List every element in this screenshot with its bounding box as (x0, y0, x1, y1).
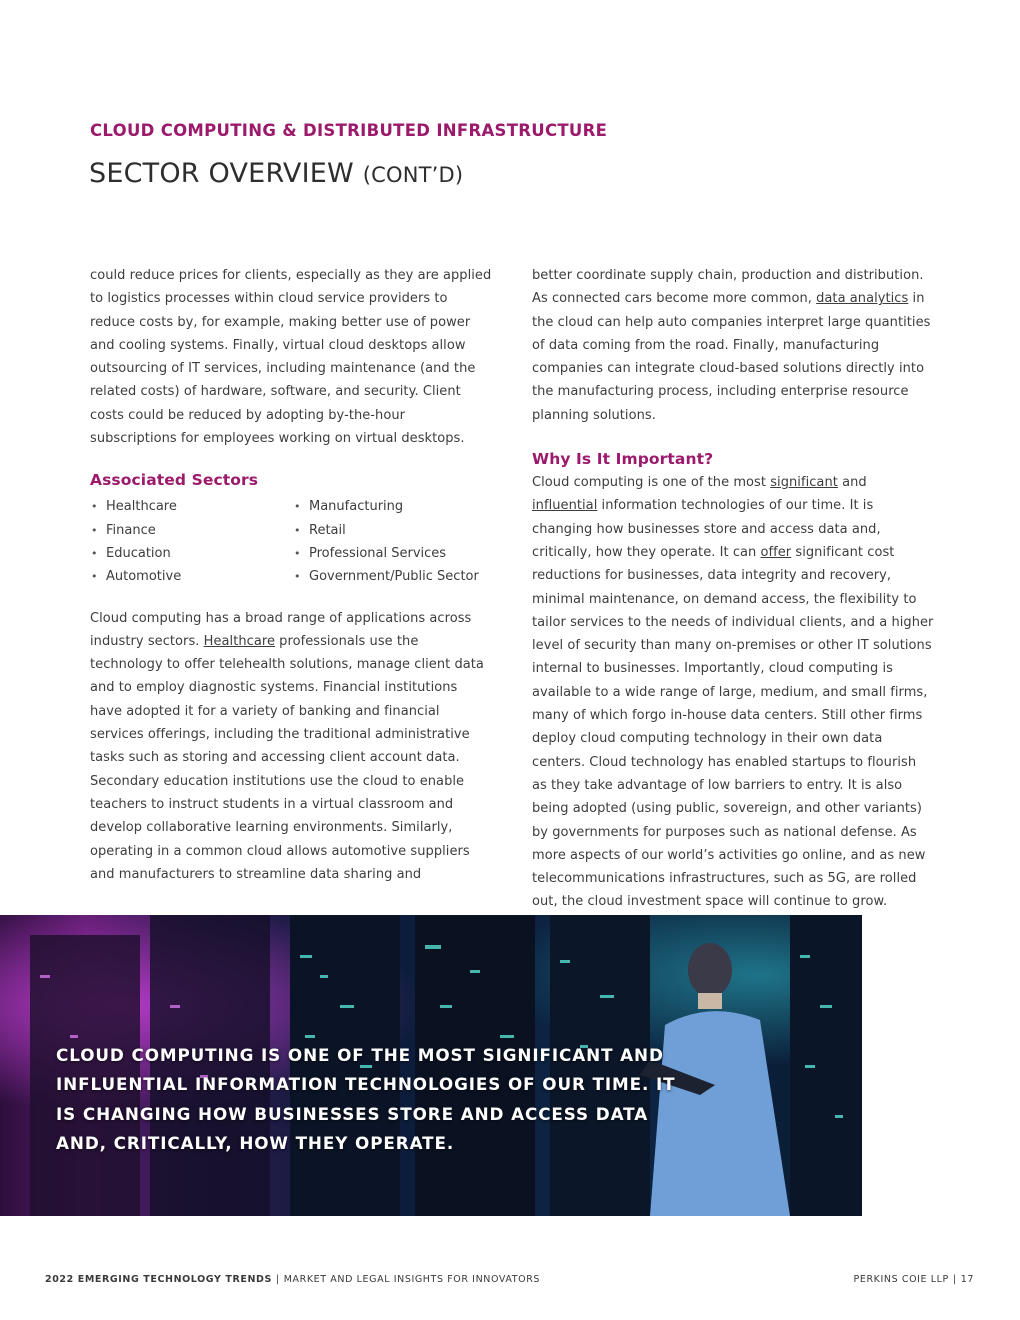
list-item: • Automotive (90, 565, 293, 588)
page-title-main: SECTOR OVERVIEW (89, 158, 354, 189)
footer-firm: PERKINS COIE LLP (853, 1274, 949, 1285)
left-column (90, 264, 492, 886)
continuation-paragraph (532, 264, 934, 427)
why-text-4: significant cost reductions for businesses, data integrity and recovery, minimal maintenance, on demand access, the flexibility to tailor services to the needs of individual clients, and a higher level of security than many on-premises or other IT solutions internal to businesses. Importantly, cloud computing is available to a wide range of large, medium, and small firms, many of which forgo in-house data centers. Still other firms deploy cloud computing technology in their own data centers. Cloud technology has enabled startups to flourish as they take advantage of low barriers to entry. It is also being adopted (using public, sovereign, and other variants) by governments for purposes such as national defense. As more aspects of our world’s activities go online, and as new telecommunications infrastructures, such as 5G, are rolled out, the cloud investment space will continue to grow. (532, 544, 934, 910)
why-text-3: information technologies of our time. It is changing how businesses store and access data and, critically, how they operate. It can (532, 498, 881, 560)
significant-link[interactable]: significant (770, 475, 838, 491)
list-item: • Finance (90, 519, 293, 542)
sectors-list (90, 495, 492, 588)
intro-paragraph: could reduce prices for clients, especially as they are applied to logistics processes within cloud service providers to reduce costs by, for example, making better use of power and cooling systems. Finally, virtual cloud desktops allow outsourcing of IT services, including maintenance (and the related costs) of hardware, software, and security. Client costs could be reduced by adopting by-the-hour subscriptions for employees working on virtual desktops. (90, 268, 492, 447)
applications-text-a: Cloud computing has a broad range of applications across industry sectors. (90, 610, 472, 649)
list-item: • Education (90, 542, 293, 565)
footer-subtitle: MARKET AND LEGAL INSIGHTS FOR INNOVATORS (283, 1274, 541, 1285)
section-kicker: CLOUD COMPUTING & DISTRIBUTED INFRASTRUCTURE (90, 121, 608, 140)
why-important-paragraph (532, 471, 934, 914)
applications-text-b: professionals use the technology to offer telehealth solutions, manage client data and to employ diagnostic systems. Financial institutions have adopted it for a variety of banking and financial services offerings, including the traditional administrative tasks such as storing and accessing client account data. Secondary education institutions use the cloud to enable teachers to instruct students in a virtual classroom and develop collaborative learning environments. Similarly, operating in a common cloud allows automotive suppliers and manufacturers to streamline data sharing and (90, 633, 484, 882)
offer-link[interactable]: offer (760, 544, 792, 560)
banner-quote: CLOUD COMPUTING IS ONE OF THE MOST SIGNIFICANT AND INFLUENTIAL INFORMATION TECHNOLOGIES OF OUR TIME. IT IS CHANGING HOW BUSINESSES STORE AND ACCESS DATA AND, CRITICALLY, HOW THEY OPERATE. (56, 1045, 676, 1153)
why-important-heading: Why Is It Important? (532, 450, 714, 469)
why-text-1: Cloud computing is one of the most (532, 475, 771, 491)
list-item: • Manufacturing (293, 495, 479, 518)
sectors-list-col1 (90, 495, 293, 588)
list-item: • Retail (293, 519, 479, 542)
why-text-2: and (837, 475, 867, 491)
right-column (532, 264, 934, 914)
influential-link[interactable]: influential (532, 498, 598, 514)
continuation-text-a: better coordinate supply chain, production and distribution. As connected cars become more common, (532, 268, 924, 307)
list-item: • Professional Services (293, 542, 479, 565)
applications-paragraph (90, 607, 492, 887)
page-number: 17 (960, 1274, 974, 1285)
footer-publication: 2022 EMERGING TECHNOLOGY TRENDS (45, 1274, 272, 1285)
healthcare-link[interactable]: Healthcare (203, 633, 275, 649)
footer-separator-right: | (952, 1274, 957, 1285)
page-title (89, 158, 463, 189)
page-title-sub: (CONT’D) (362, 163, 464, 187)
continuation-text-b: in the cloud can help auto companies interpret large quantities of data coming from the road. Finally, manufacturing companies can integrate cloud-based solutions directly into the manufacturing process, including enterprise resource planning solutions. (532, 291, 931, 423)
footer-separator: | (275, 1274, 280, 1285)
sectors-list-col2 (293, 495, 479, 588)
footer-left (45, 1274, 540, 1285)
footer-right (854, 1274, 974, 1285)
associated-sectors-heading: Associated Sectors (90, 471, 259, 490)
list-item: • Government/Public Sector (293, 565, 479, 588)
data-analytics-link[interactable]: data analytics (816, 291, 909, 307)
list-item: • Healthcare (90, 495, 293, 518)
